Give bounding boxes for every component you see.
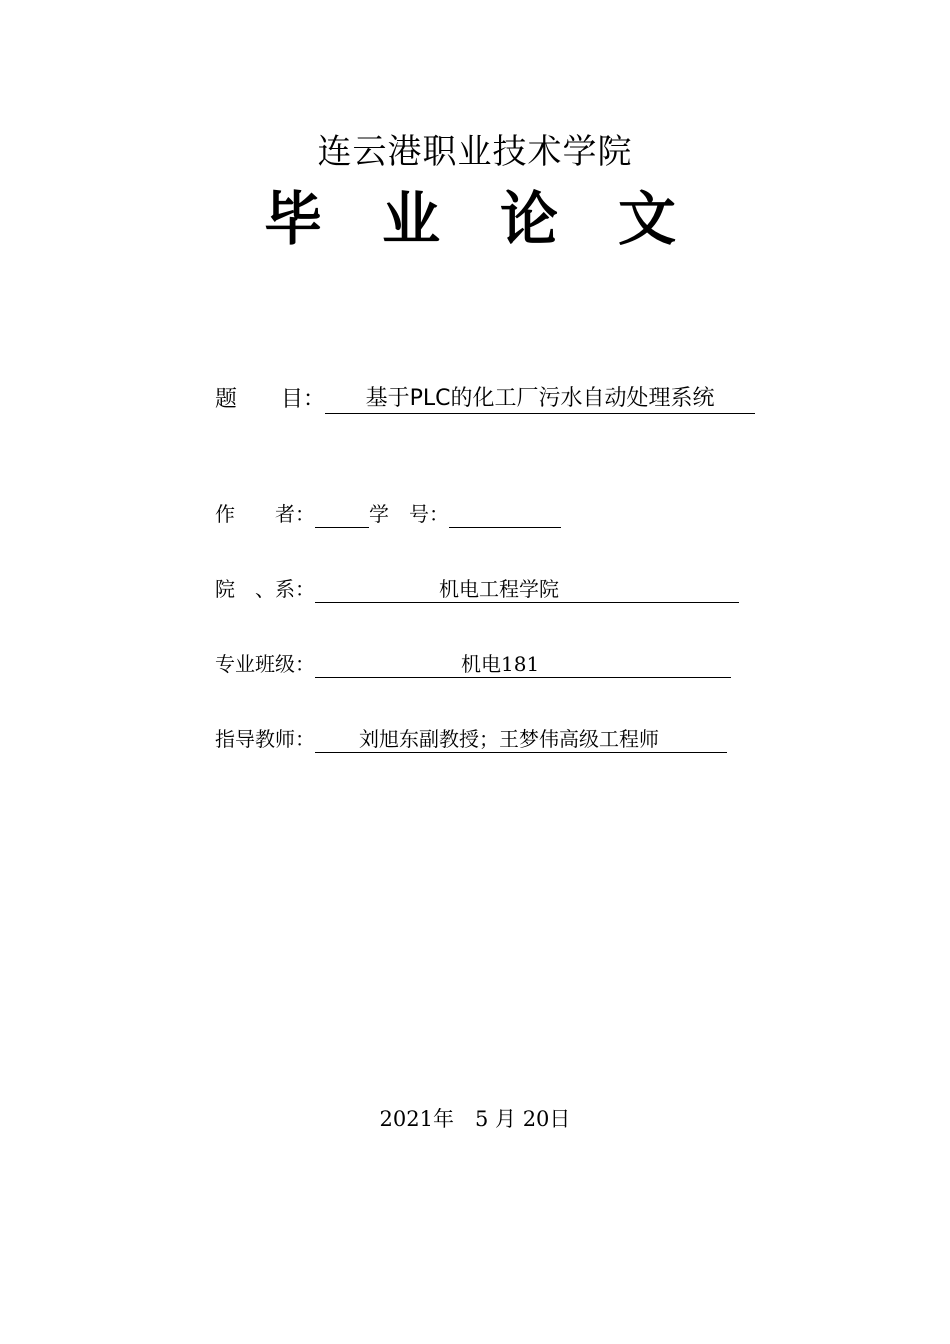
topic-label: 题 目： xyxy=(215,387,326,412)
topic-value: 基于PLC的化工厂污水自动处理系统 xyxy=(325,385,755,414)
advisor-row xyxy=(215,725,727,753)
author-row xyxy=(215,500,561,528)
class-value: 机电181 xyxy=(461,652,540,676)
department-value: 机电工程学院 xyxy=(439,577,559,601)
department-row xyxy=(215,575,739,603)
author-value xyxy=(315,501,369,528)
class-row xyxy=(215,650,731,678)
department-label: 院 、系： xyxy=(215,577,315,601)
school-name: 连云港职业技术学院 xyxy=(317,132,633,172)
advisor-value: 刘旭东副教授；王梦伟高级工程师 xyxy=(359,727,659,751)
author-label: 作 者： xyxy=(215,502,315,526)
class-underline xyxy=(315,651,731,678)
department-underline xyxy=(315,576,739,603)
submission-date: 2021年 5 月 20日 xyxy=(379,1107,571,1131)
student-id-value xyxy=(449,501,561,528)
topic-row xyxy=(215,385,755,414)
class-label: 专业班级： xyxy=(215,652,315,676)
document-type-title: 毕业论文 xyxy=(263,185,736,253)
advisor-underline xyxy=(315,726,727,753)
advisor-label: 指导教师： xyxy=(215,727,315,751)
student-id-label: 学 号： xyxy=(369,502,449,526)
